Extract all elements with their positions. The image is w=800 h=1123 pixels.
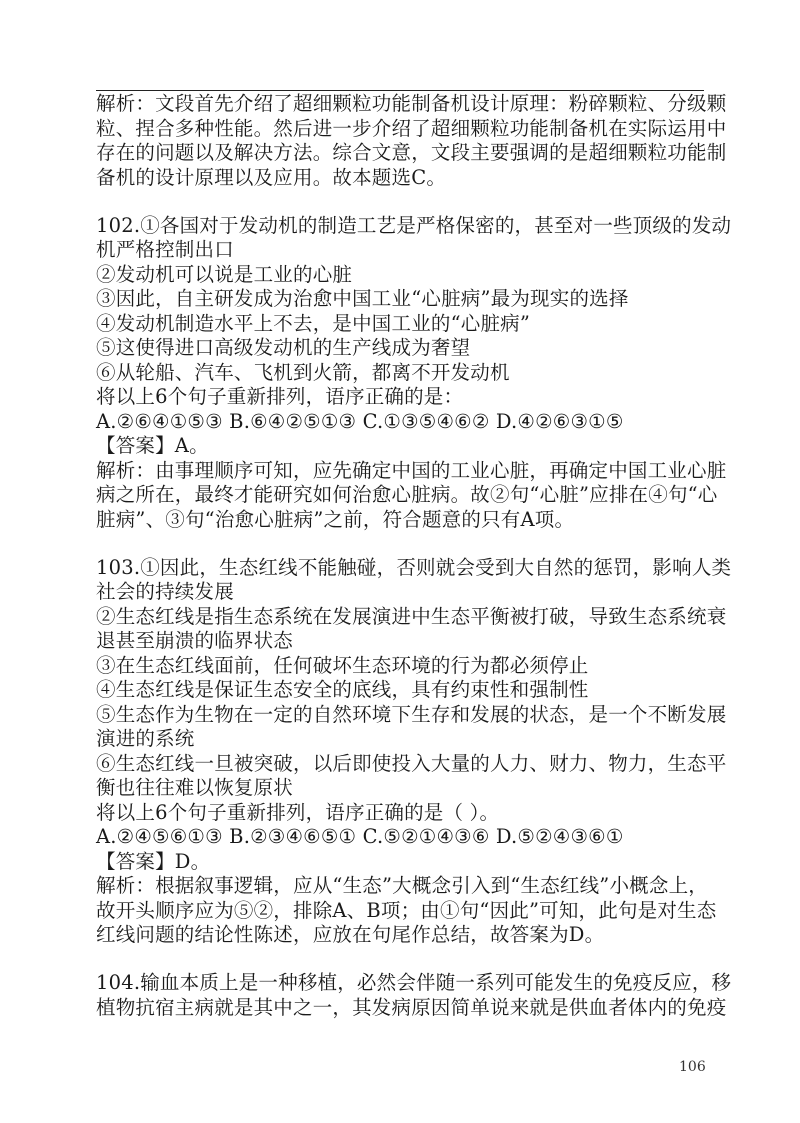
text-line: ②生态红线是指生态系统在发展演进中生态平衡被打破，导致生态系统衰 — [96, 604, 727, 628]
paragraph-gap — [96, 532, 706, 556]
text-line: 102.①各国对于发动机的制造工艺是严格保密的，甚至对一些顶级的发动 — [96, 213, 732, 237]
text-line: 将以上6个句子重新排列，语序正确的是（ ）。 — [96, 800, 500, 824]
text-line: ③因此，自主研发成为治愈中国工业“心脏病”最为现实的选择 — [96, 287, 629, 310]
text-line: 脏病”、③句“治愈心脏病”之前，符合题意的只有A项。 — [96, 507, 575, 531]
text-line: 粒、捏合多种性能。然后进一步介绍了超细颗粒功能制备机在实际运用中 — [96, 116, 727, 140]
text-line: 103.①因此，生态红线不能触碰，否则就会受到大自然的惩罚，影响人类 — [96, 555, 732, 579]
text-line: 备机的设计原理以及应用。故本题选C。 — [96, 165, 447, 189]
question-block — [96, 555, 732, 948]
text-line: ④发动机制造水平上不去，是中国工业的“心脏病” — [96, 311, 531, 335]
text-line: ⑥生态红线一旦被突破，以后即使投入大量的人力、财力、物力，生态平 — [96, 751, 727, 775]
text-line: 解析：根据叙事逻辑，应从“生态”大概念引入到“生态红线”小概念上， — [96, 874, 708, 897]
text-line: ②发动机可以说是工业的心脏 — [96, 262, 353, 286]
document-body — [96, 92, 732, 1020]
text-line: A.②⑥④①⑤③ B.⑥④②⑤①③ C.①③⑤④⑥② D.④②⑥③①⑤ — [96, 409, 624, 433]
text-line: ⑤这使得进口高级发动机的生产线成为奢望 — [96, 336, 471, 359]
text-line: 将以上6个句子重新排列，语序正确的是： — [96, 385, 464, 408]
text-line: ③在生态红线面前，任何破坏生态环境的行为都必须停止 — [96, 653, 589, 677]
text-line: 存在的问题以及解决方法。综合文意，文段主要强调的是超细颗粒功能制 — [96, 141, 727, 164]
paragraph-gap — [96, 190, 706, 214]
text-line: ⑥从轮船、汽车、飞机到火箭，都离不开发动机 — [96, 360, 510, 384]
text-line: 解析：文段首先介绍了超细颗粒功能制备机设计原理：粉碎颗粒、分级颗 — [96, 92, 727, 115]
text-line: 104.输血本质上是一种移植，必然会伴随一系列可能发生的免疫反应，移 — [96, 971, 732, 994]
text-line: 【答案】D。 — [96, 849, 211, 873]
page-number: 106 — [679, 1059, 706, 1075]
text-line: 衡也往往难以恢复原状 — [96, 776, 294, 799]
question-block — [96, 92, 727, 190]
text-line: ④生态红线是保证生态安全的底线，具有约束性和强制性 — [96, 678, 589, 701]
text-line: 退甚至崩溃的临界状态 — [96, 629, 294, 652]
paragraph-gap — [96, 948, 706, 972]
text-line: 红线问题的结论性陈述，应放在句尾作总结，故答案为D。 — [96, 923, 605, 946]
question-block — [96, 213, 732, 533]
header-rule — [96, 90, 704, 91]
question-block — [96, 971, 732, 1020]
text-line: 植物抗宿主病就是其中之一，其发病原因简单说来就是供血者体内的免疫 — [96, 995, 727, 1019]
text-line: 解析：由事理顺序可知，应先确定中国的工业心脏，再确定中国工业心脏 — [96, 458, 727, 482]
text-line: 演进的系统 — [96, 727, 195, 750]
text-line: 【答案】A。 — [96, 434, 209, 457]
text-line: 机严格控制出口 — [96, 238, 234, 261]
text-line: 病之所在，最终才能研究如何治愈心脏病。故②句“心脏”应排在④句“心 — [96, 483, 718, 506]
text-line: A.②④⑤⑥①③ B.②③④⑥⑤① C.⑤②①④③⑥ D.⑤②④③⑥① — [96, 825, 624, 848]
text-line: ⑤生态作为生物在一定的自然环境下生存和发展的状态，是一个不断发展 — [96, 702, 727, 726]
text-line: 故开头顺序应为⑤②，排除A、B项；由①句“因此”可知，此句是对生态 — [96, 898, 717, 922]
text-line: 社会的持续发展 — [96, 580, 234, 603]
